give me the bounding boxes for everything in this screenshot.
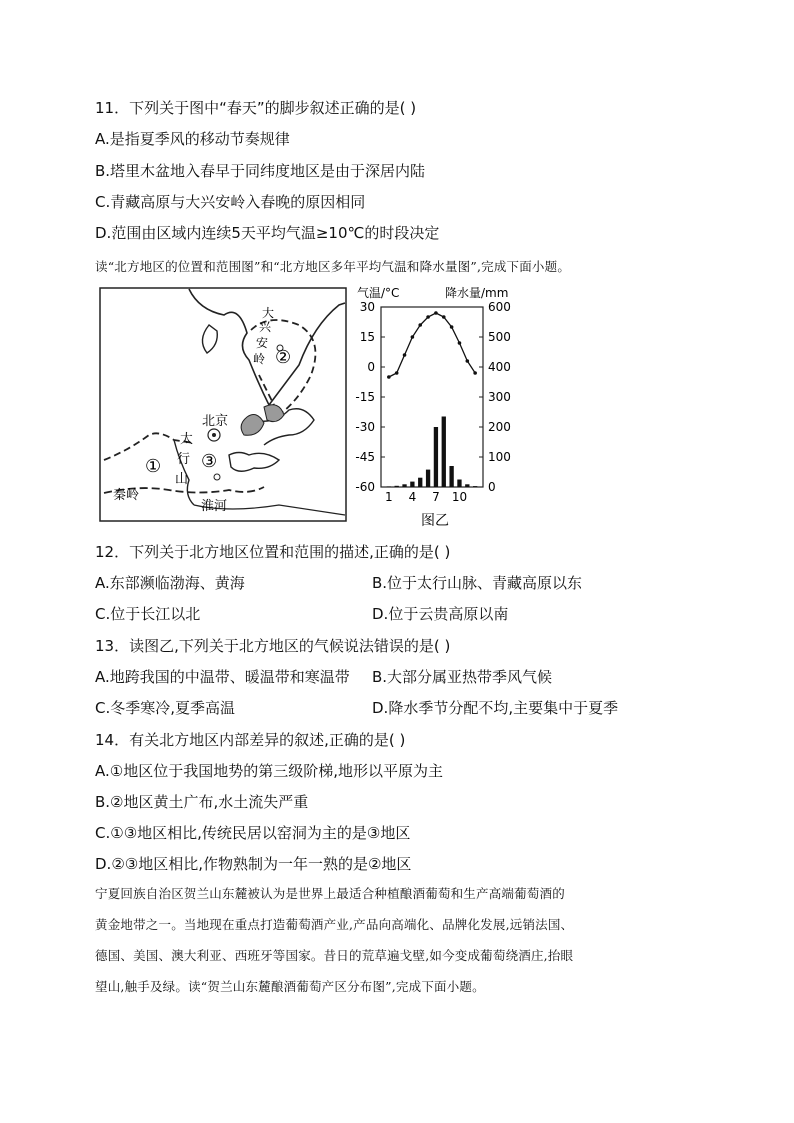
qinling-label: 秦岭 [113, 488, 140, 503]
q11-option-c: C.青藏高原与大兴安岭入春晚的原因相同 [95, 193, 366, 211]
temp-point [458, 341, 462, 345]
chart-caption: 图乙 [421, 513, 449, 529]
q14-option-a: A.①地区位于我国地势的第三级阶梯,地形以平原为主 [95, 762, 443, 780]
q11-option-d: D.范围由区域内连续5天平均气温≥10℃的时段决定 [95, 224, 440, 242]
right-tick-group [479, 300, 511, 494]
intro2-line-1: 宁夏回族自治区贺兰山东麓被认为是世界上最适合种植酿酒葡萄和生产高端葡萄酒的 [95, 886, 565, 901]
temp-point [403, 353, 407, 357]
temp-point [450, 325, 454, 329]
temp-point [473, 371, 477, 375]
north-region-map [100, 288, 346, 521]
precip-bars [387, 417, 478, 488]
temp-point [418, 323, 422, 327]
q11-option-a: A.是指夏季风的移动节奏规律 [95, 130, 290, 148]
q12-stem: 12．下列关于北方地区位置和范围的描述,正确的是( ) [95, 543, 451, 561]
precip-bar [457, 480, 461, 488]
beijing-label: 北京 [202, 414, 229, 429]
temp-point [387, 375, 391, 379]
region-3-label: ③ [201, 451, 218, 472]
temp-axis-label: 气温/°C [357, 286, 400, 300]
left-tick-label: -60 [355, 480, 375, 494]
q13-option-b: B.大部分属亚热带季风气候 [372, 668, 553, 686]
precip-axis-label: 降水量/mm [445, 286, 509, 300]
right-tick-label: 0 [488, 480, 496, 494]
q11-stem: 11．下列关于图中“春天”的脚步叙述正确的是( ) [95, 99, 417, 117]
x-tick-label: 10 [451, 490, 468, 504]
dxal-char-1: 大 [262, 306, 275, 320]
q12-option-a: A.东部濒临渤海、黄海 [95, 574, 245, 592]
left-tick-label: -45 [355, 450, 375, 464]
region-2-label: ② [275, 347, 292, 368]
x-tick-label: 7 [432, 490, 440, 504]
chart-frame [381, 307, 483, 487]
left-tick-label: 30 [359, 300, 375, 314]
right-tick-label: 400 [488, 360, 511, 374]
temp-point [466, 359, 470, 363]
precip-bar [449, 466, 453, 487]
precip-bar [465, 484, 469, 487]
temp-line-group [387, 311, 477, 379]
right-tick-label: 300 [488, 390, 511, 404]
left-tick-label: -15 [355, 390, 375, 404]
taihang-char-3: 山 [175, 472, 189, 487]
q13-option-a: A.地跨我国的中温带、暖温带和寒温带 [95, 668, 350, 686]
intro2-line-3: 德国、美国、澳大利亚、西班牙等国家。昔日的荒草遍戈壁,如今变成葡萄绕酒庄,抬眼 [95, 948, 574, 963]
q13-option-c: C.冬季寒冷,夏季高温 [95, 699, 236, 717]
figure-group [99, 285, 519, 530]
q14-option-d: D.②③地区相比,作物熟制为一年一熟的是②地区 [95, 855, 412, 873]
q13-option-d: D.降水季节分配不均,主要集中于夏季 [372, 699, 619, 717]
q14-stem: 14．有关北方地区内部差异的叙述,正确的是( ) [95, 731, 406, 749]
temp-point [426, 315, 430, 319]
q12-option-d: D.位于云贵高原以南 [372, 605, 509, 623]
temp-point [442, 315, 446, 319]
intro2-line-2: 黄金地带之一。当地现在重点打造葡萄酒产业,产品向高端化、品牌化发展,远销法国、 [95, 917, 574, 932]
precip-bar [395, 486, 399, 487]
right-tick-label: 100 [488, 450, 511, 464]
q12-option-b: B.位于太行山脉、青藏高原以东 [372, 574, 583, 592]
precip-bar [434, 427, 438, 487]
x-tick-group [385, 490, 467, 504]
x-tick-label: 1 [385, 490, 393, 504]
q13-stem: 13．读图乙,下列关于北方地区的气候说法错误的是( ) [95, 637, 451, 655]
temp-line [389, 313, 475, 377]
taihang-char-1: 太 [180, 432, 194, 447]
right-tick-label: 200 [488, 420, 511, 434]
precip-bar [473, 486, 477, 487]
left-tick-label: 0 [367, 360, 375, 374]
map-and-chart [99, 285, 519, 530]
left-tick-label: -30 [355, 420, 375, 434]
precip-bar [387, 486, 391, 487]
intro2-line-4: 望山,触手及绿。读“贺兰山东麓酿酒葡萄产区分布图”,完成下面小题。 [95, 979, 485, 994]
precip-bar [442, 417, 446, 488]
precip-bar [426, 470, 430, 487]
q12-option-c: C.位于长江以北 [95, 605, 201, 623]
right-tick-label: 600 [488, 300, 511, 314]
temp-point [395, 371, 399, 375]
dxal-char-2: 兴 [259, 320, 272, 334]
left-tick-label: 15 [359, 330, 375, 344]
dxal-char-4: 岭 [253, 352, 266, 366]
dxal-char-3: 安 [256, 336, 269, 350]
huaihe-label: 淮河 [201, 499, 228, 514]
region-1-label: ① [145, 456, 162, 477]
precip-bar [402, 484, 406, 487]
temp-point [434, 311, 438, 315]
q14-option-c: C.①③地区相比,传统民居以窑洞为主的是③地区 [95, 824, 411, 842]
precip-bar [418, 478, 422, 487]
q14-option-b: B.②地区黄土广布,水土流失严重 [95, 793, 309, 811]
x-tick-label: 4 [408, 490, 417, 504]
q11-option-b: B.塔里木盆地入春早于同纬度地区是由于深居内陆 [95, 162, 426, 180]
temp-point [411, 335, 415, 339]
right-tick-label: 500 [488, 330, 511, 344]
precip-bar [410, 482, 414, 487]
taihang-char-2: 行 [177, 452, 191, 467]
climate-chart [355, 285, 511, 529]
intro-text-1: 读“北方地区的位置和范围图”和“北方地区多年平均气温和降水量图”,完成下面小题。 [95, 259, 571, 274]
